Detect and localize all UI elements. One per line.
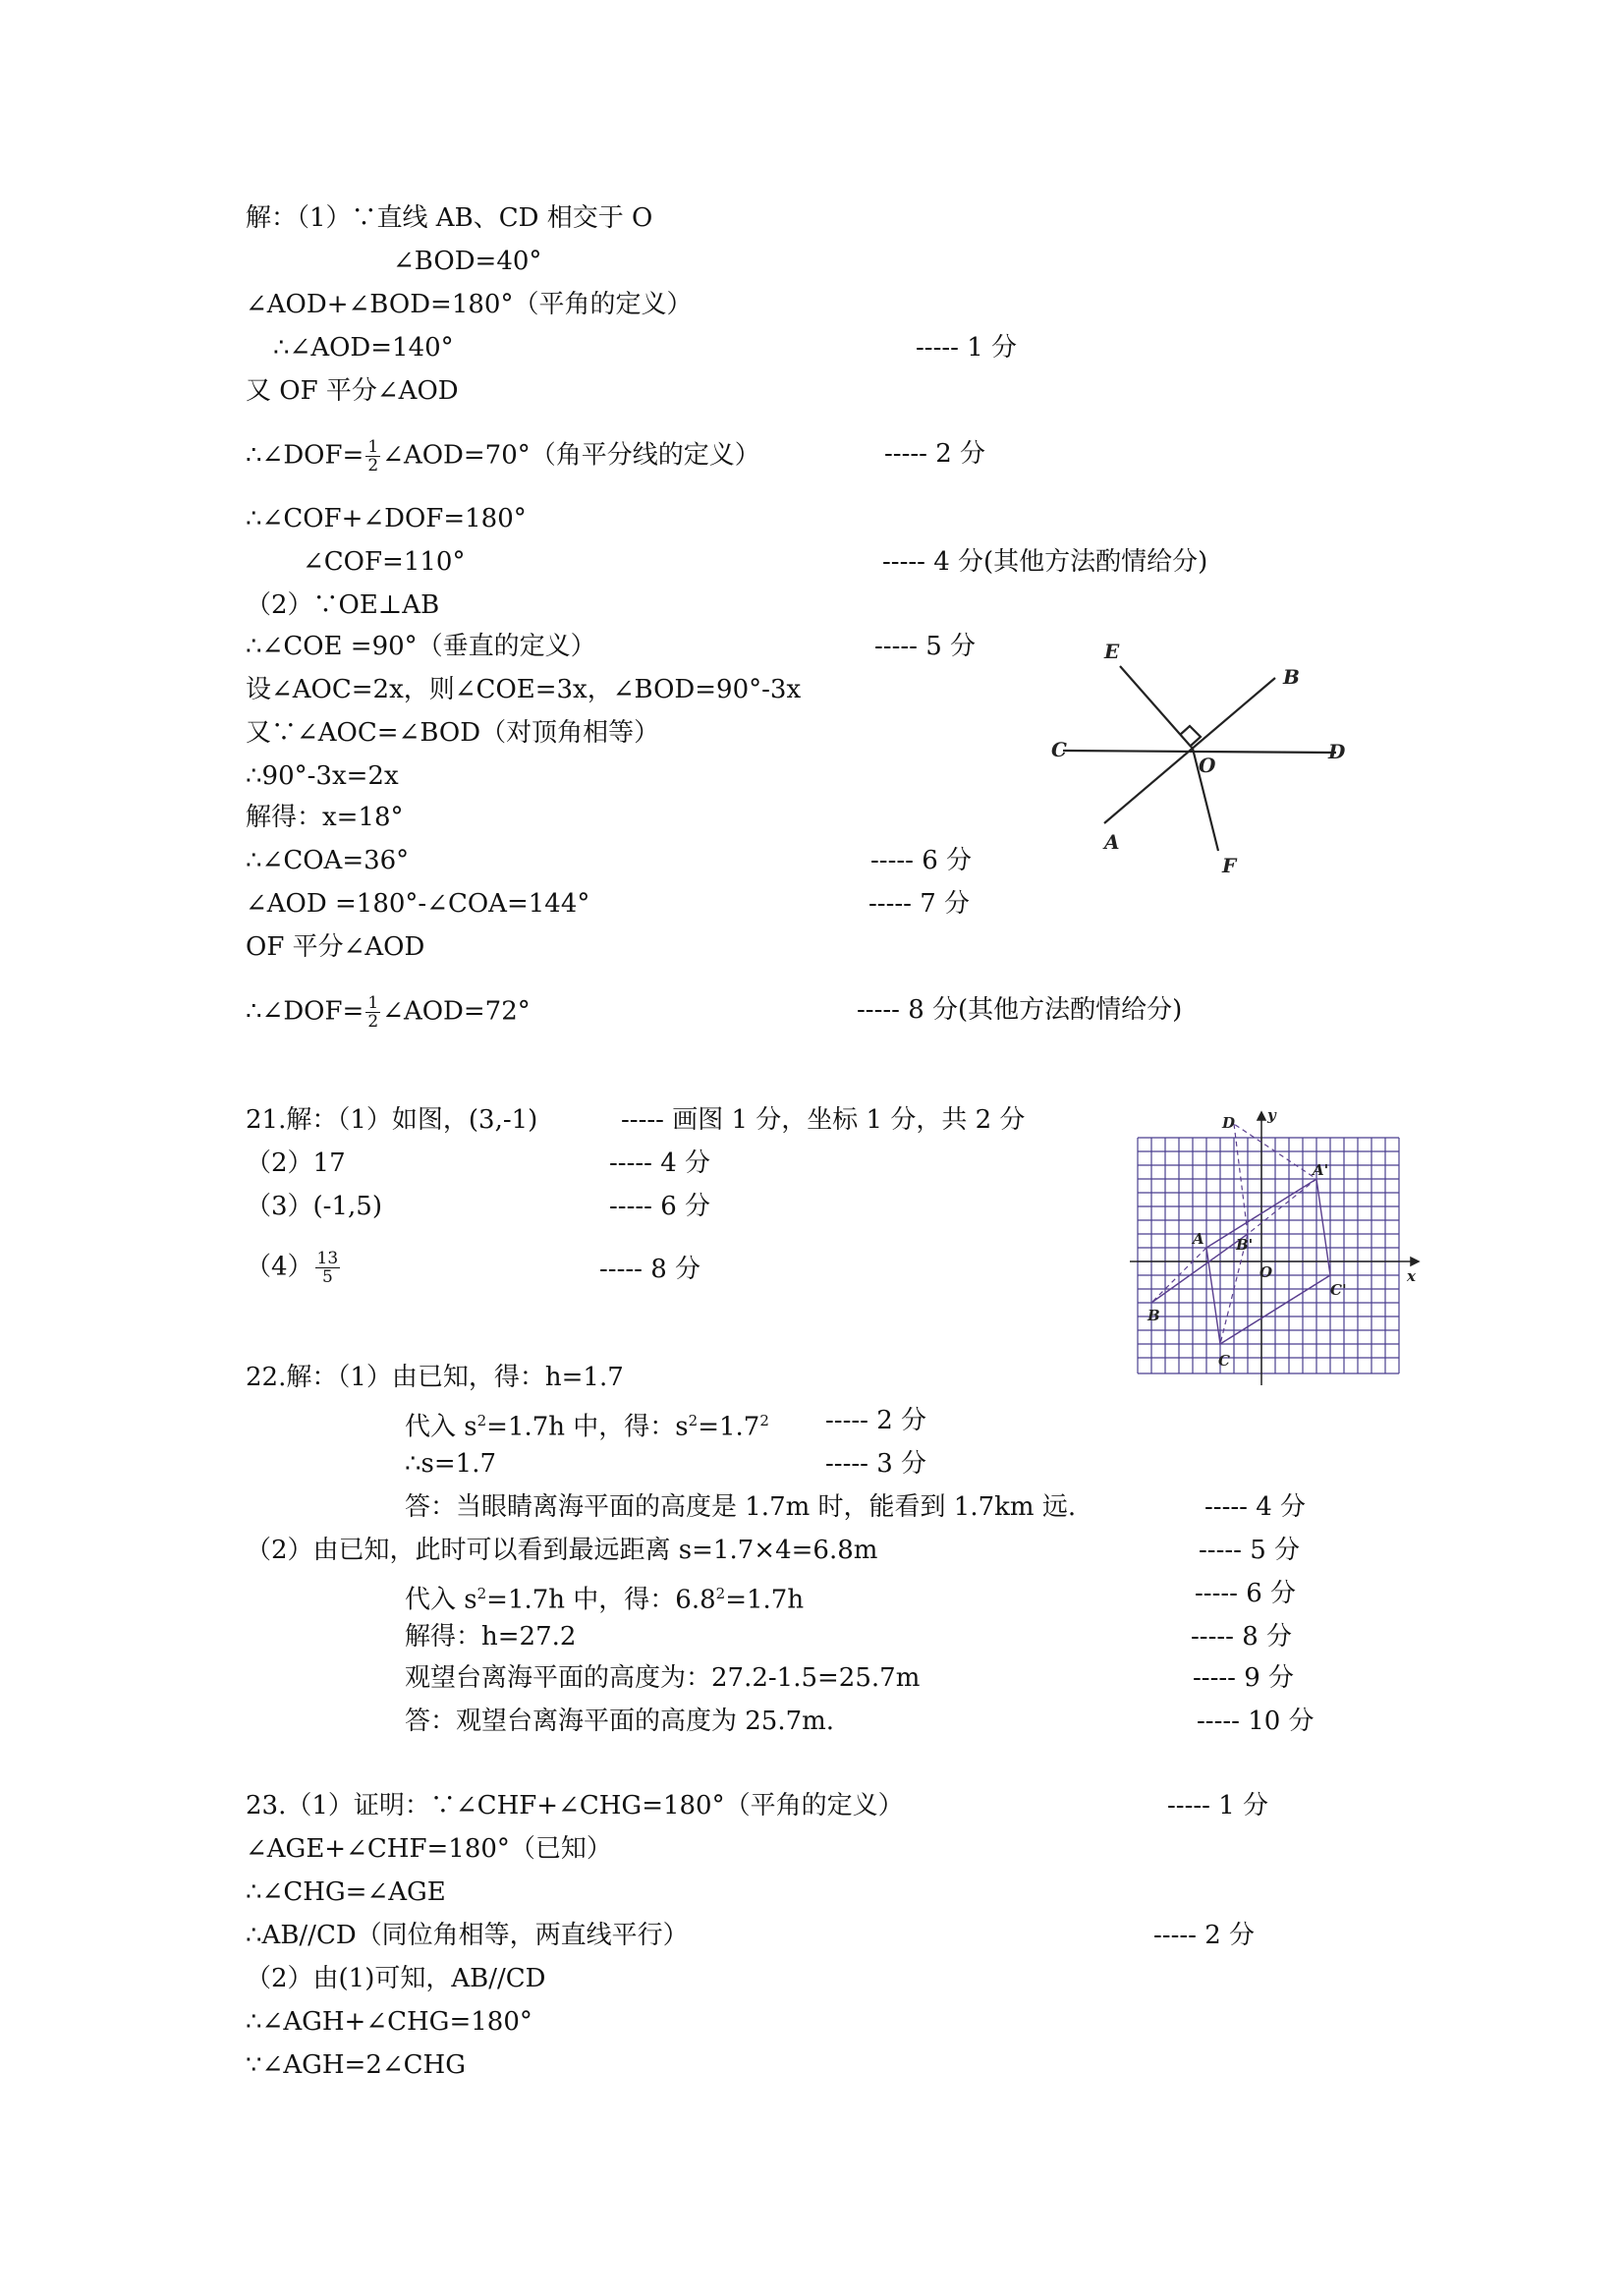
- label-f: F: [1222, 854, 1237, 877]
- q22-line-8: 观望台离海平面的高度为：27.2-1.5=25.7m: [405, 1663, 921, 1693]
- q23-line-2: ∠AGE+∠CHF=180°（已知）: [246, 1834, 612, 1864]
- q20-line-13: ∴90°-3x=2x: [246, 761, 399, 791]
- q20-score-6: ----- 6 分: [870, 846, 972, 875]
- q22-line-3: ∴s=1.7: [405, 1449, 497, 1479]
- q23-score-1: ----- 1 分: [1167, 1791, 1268, 1820]
- q23-line-4: ∴AB//CD（同位角相等，两直线平行）: [246, 1921, 689, 1950]
- q22-score-3: ----- 3 分: [825, 1449, 926, 1479]
- q20-line-6: ∴∠DOF= $\frac{1}{2}$ ∠AOD=70°（角平分线的定义）: [246, 437, 760, 476]
- q20-line-8: ∠COF=110°: [303, 547, 466, 577]
- q20-line-10: ∴∠COE =90°（垂直的定义）: [246, 632, 596, 661]
- q21-line-3: （3）(-1,5): [246, 1192, 382, 1221]
- label-a: A: [1104, 830, 1120, 854]
- fraction-half: $\frac{1}{2}$: [367, 437, 379, 476]
- q23-line-6: ∴∠AGH+∠CHG=180°: [246, 2007, 532, 2037]
- q22-line-9: 答：观望台离海平面的高度为 25.7m.: [405, 1707, 835, 1736]
- q21-score-4: ----- 8 分: [599, 1255, 700, 1284]
- q22-line-1: 22.解：（1）由已知，得：h=1.7: [246, 1363, 624, 1392]
- q20-line-18: ∴∠DOF= $\frac{1}{2}$ ∠AOD=72°: [246, 993, 531, 1032]
- label-x: x: [1407, 1267, 1416, 1285]
- q22-line-5: （2）由已知，此时可以看到最远距离 s=1.7×4=6.8m: [246, 1536, 878, 1565]
- q20-line-15: ∴∠COA=36°: [246, 846, 410, 875]
- q23-line-1: 23.（1）证明：∵∠CHF+∠CHG=180°（平角的定义）: [246, 1791, 904, 1820]
- q20-score-4: ----- 4 分(其他方法酌情给分): [882, 547, 1208, 577]
- label-e: E: [1104, 640, 1120, 663]
- label-c: C: [1218, 1352, 1230, 1370]
- label-b: B: [1147, 1307, 1160, 1324]
- q20-line-7: ∴∠COF+∠DOF=180°: [246, 504, 527, 533]
- q20-score-8: ----- 8 分(其他方法酌情给分): [857, 995, 1183, 1025]
- q23-score-2: ----- 2 分: [1153, 1921, 1255, 1950]
- label-c-prime: C': [1330, 1281, 1347, 1299]
- label-a: A: [1193, 1230, 1204, 1248]
- label-y: y: [1267, 1108, 1276, 1124]
- q21-line-2: （2）17: [246, 1148, 346, 1178]
- coordinate-grid-figure: [1120, 1108, 1421, 1393]
- q22-line-2: 代入 $s^2=1.7h$ 中，得：$s^2=1.7^2$: [405, 1412, 769, 1442]
- label-o: O: [1259, 1263, 1273, 1281]
- q20-line-2: ∠BOD=40°: [393, 247, 542, 276]
- q20-score-1: ----- 1 分: [916, 333, 1017, 363]
- q20-line-17: OF 平分∠AOD: [246, 932, 425, 962]
- q21-score-2: ----- 4 分: [609, 1148, 710, 1178]
- label-b: B: [1283, 665, 1300, 689]
- q21-score-3: ----- 6 分: [609, 1192, 710, 1221]
- q22-score-10: ----- 10 分: [1197, 1707, 1315, 1736]
- label-o: O: [1199, 754, 1216, 777]
- q22-score-8: ----- 8 分: [1191, 1622, 1292, 1652]
- q20-line-14: 解得：x=18°: [246, 803, 404, 832]
- q23-line-3: ∴∠CHG=∠AGE: [246, 1877, 446, 1907]
- q22-score-4: ----- 4 分: [1204, 1492, 1306, 1522]
- q22-score-5: ----- 5 分: [1199, 1536, 1300, 1565]
- q20-score-7: ----- 7 分: [868, 889, 970, 919]
- q22-score-6: ----- 6 分: [1195, 1579, 1296, 1608]
- q20-line-4: ∴∠AOD=140°: [273, 333, 454, 363]
- q20-line-9: （2）∵OE⊥AB: [246, 590, 440, 620]
- q21-line-4: （4） $\frac{13}{5}$: [246, 1249, 339, 1287]
- q20-line-1: 解：（1）∵直线 AB、CD 相交于 O: [246, 203, 653, 233]
- q21-line-1: 21.解：（1）如图，(3,-1): [246, 1105, 538, 1135]
- q22-line-4: 答：当眼睛离海平面的高度是 1.7m 时，能看到 1.7km 远.: [405, 1492, 1077, 1522]
- q20-line-12: 又∵∠AOC=∠BOD（对顶角相等）: [246, 718, 660, 748]
- label-d: D: [1222, 1114, 1236, 1132]
- q22-score-9: ----- 9 分: [1193, 1663, 1294, 1693]
- intersecting-lines-figure: [1041, 629, 1356, 884]
- q20-line-11: 设∠AOC=2x，则∠COE=3x，∠BOD=90°-3x: [246, 675, 802, 704]
- q20-line-16: ∠AOD =180°-∠COA=144°: [246, 889, 590, 919]
- q20-line-3: ∠AOD+∠BOD=180°（平角的定义）: [246, 290, 693, 319]
- q23-line-5: （2）由(1)可知，AB//CD: [246, 1964, 546, 1993]
- q22-line-7: 解得：h=27.2: [405, 1622, 577, 1652]
- label-d: D: [1328, 740, 1346, 763]
- label-b-prime: B': [1236, 1236, 1254, 1254]
- label-a-prime: A': [1313, 1161, 1329, 1179]
- q20-line-5: 又 OF 平分∠AOD: [246, 376, 459, 406]
- q22-line-6: 代入 $s^2=1.7h$ 中，得：$6.8^2=1.7h$: [405, 1585, 805, 1615]
- q22-score-2: ----- 2 分: [825, 1406, 926, 1435]
- q20-score-5: ----- 5 分: [874, 632, 976, 661]
- label-c: C: [1051, 738, 1067, 761]
- fraction-half: $\frac{1}{2}$: [367, 993, 379, 1032]
- fraction-13-5: $\frac{13}{5}$: [316, 1249, 339, 1287]
- q20-score-2: ----- 2 分: [884, 439, 985, 469]
- q21-score-1: ----- 画图 1 分，坐标 1 分，共 2 分: [621, 1105, 1026, 1135]
- q23-line-7: ∵∠AGH=2∠CHG: [246, 2050, 466, 2080]
